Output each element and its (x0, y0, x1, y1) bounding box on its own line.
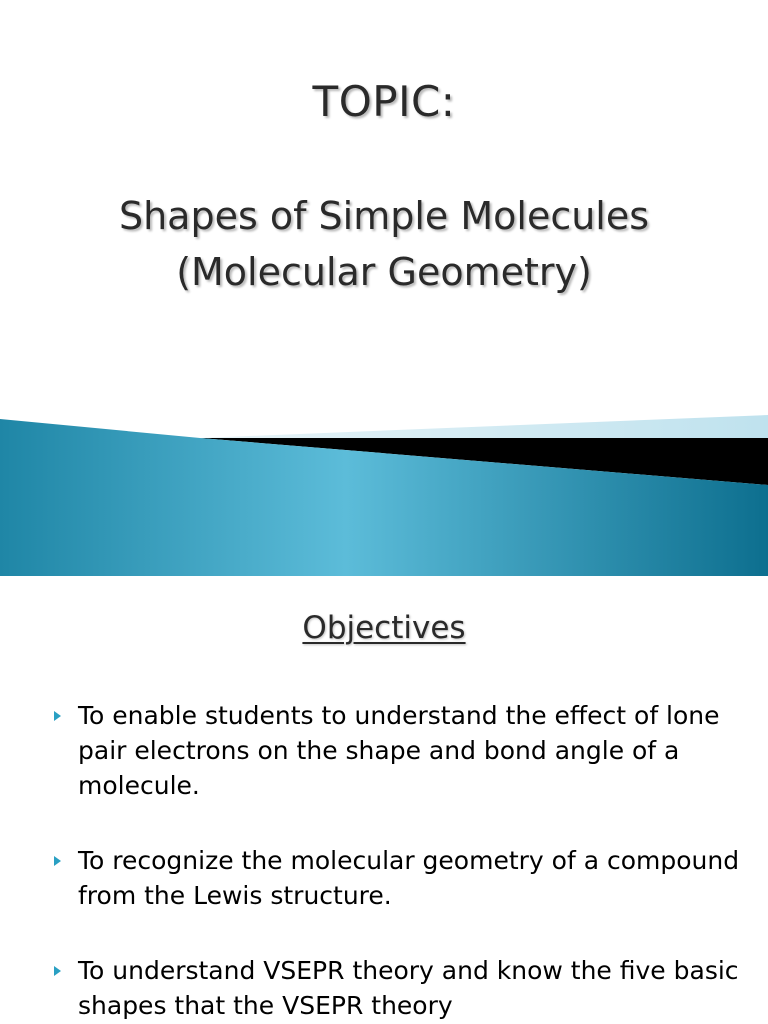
topic-heading: TOPIC: (312, 77, 456, 126)
objective-item-1 (54, 698, 744, 803)
objectives-slide (0, 576, 768, 1024)
title-spacer (0, 132, 768, 188)
pale-strip (200, 415, 768, 438)
objectives-list (54, 698, 744, 1024)
triangle-right-icon (54, 711, 61, 721)
triangle-right-icon (54, 856, 61, 866)
objectives-heading: Objectives (302, 610, 466, 646)
decorative-wave-band (0, 405, 768, 576)
slide-title-line-1: Shapes of Simple Molecules (118, 194, 650, 238)
objective-text-2: To recognize the molecular geometry of a compound from the Lewis structure. (78, 846, 740, 910)
objective-text-1: To enable students to understand the effect of lone pair electrons on the shape and bond angle of a molecule. (78, 701, 720, 800)
objective-item-2 (54, 843, 744, 913)
title-block (0, 72, 768, 300)
objective-item-3 (54, 953, 744, 1023)
triangle-right-icon (54, 966, 61, 976)
objective-text-3: To understand VSEPR theory and know the five basic shapes that the VSEPR theory (78, 956, 739, 1020)
slide-title-line-2: (Molecular Geometry) (176, 250, 592, 294)
